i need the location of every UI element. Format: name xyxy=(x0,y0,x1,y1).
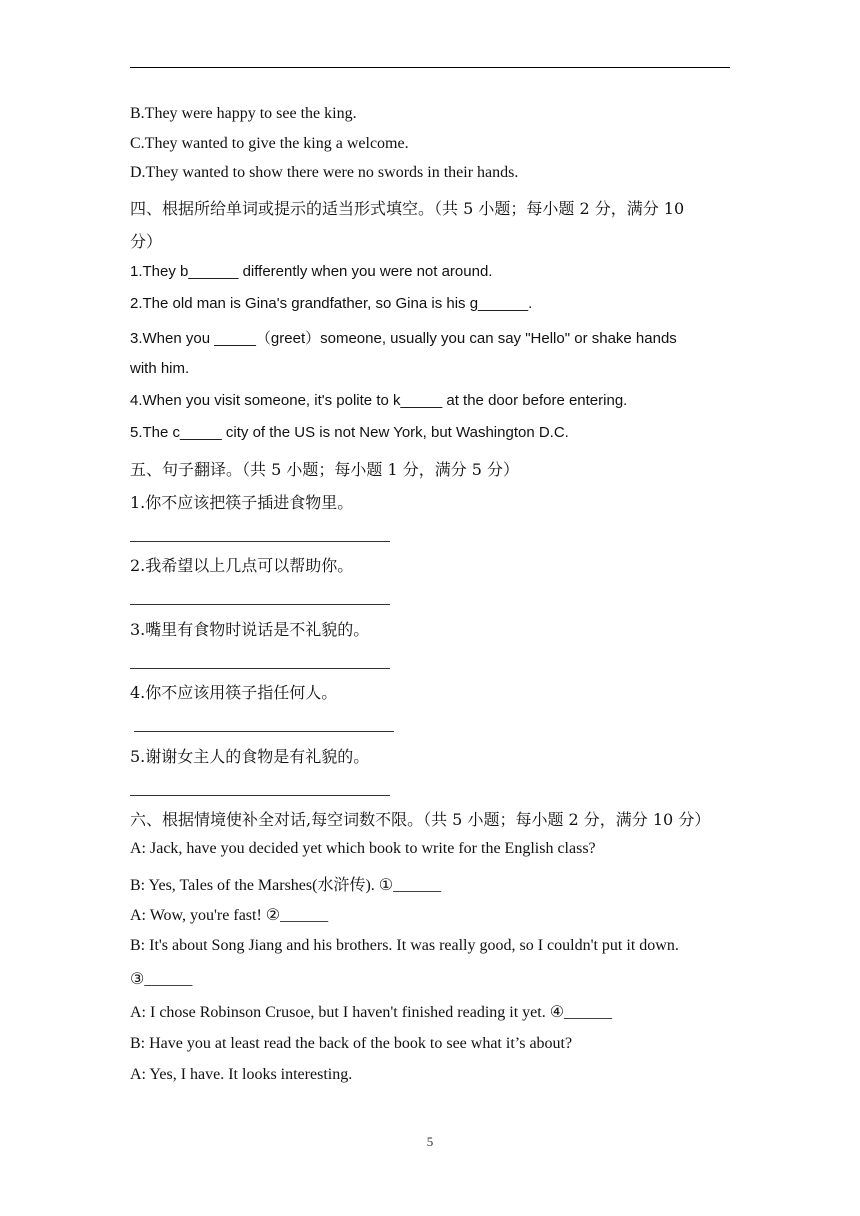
section5-question-1: 1.你不应该把筷子插进食物里。 xyxy=(130,493,354,512)
dialogue-line-8: A: Yes, I have. It looks interesting. xyxy=(130,1066,353,1083)
section6-heading: 六、根据情境使补全对话,每空词数不限。（共 5 小题；每小题 2 分，满分 10 分） xyxy=(130,810,711,829)
section5-heading: 五、句子翻译。（共 5 小题；每小题 1 分，满分 5 分） xyxy=(130,460,520,479)
dialogue-line-3: A: Wow, you're fast! ②______ xyxy=(130,907,329,924)
answer-line-4[interactable] xyxy=(134,731,394,732)
dialogue-line-2: B: Yes, Tales of the Marshes(水浒传). ①______ xyxy=(130,877,442,894)
header-rule xyxy=(130,67,730,68)
section4-question-4: 4.When you visit someone, it's polite to k_____ at the door before entering. xyxy=(130,392,628,409)
section4-question-5: 5.The c_____ city of the US is not New York, but Washington D.C. xyxy=(130,424,569,441)
dialogue-line-7: B: Have you at least read the back of the book to see what it’s about? xyxy=(130,1035,573,1052)
dialogue-line-6: A: I chose Robinson Crusoe, but I haven't finished reading it yet. ④______ xyxy=(130,1004,613,1021)
page-number: 5 xyxy=(426,1134,434,1149)
section4-question-2: 2.The old man is Gina's grandfather, so Gina is his g______. xyxy=(130,295,533,312)
answer-line-3[interactable] xyxy=(130,668,390,669)
section4-heading-cont: 分） xyxy=(130,232,163,251)
option-b: B.They were happy to see the king. xyxy=(130,105,357,122)
answer-line-2[interactable] xyxy=(130,604,390,605)
section5-question-5: 5.谢谢女主人的食物是有礼貌的。 xyxy=(130,747,370,766)
answer-line-1[interactable] xyxy=(130,541,390,542)
dialogue-line-5: ③______ xyxy=(130,971,193,988)
option-d: D.They wanted to show there were no swords in their hands. xyxy=(130,164,519,181)
section5-question-4: 4.你不应该用筷子指任何人。 xyxy=(130,683,338,702)
section4-heading: 四、根据所给单词或提示的适当形式填空。（共 5 小题；每小题 2 分，满分 10 xyxy=(130,199,685,218)
section5-question-2: 2.我希望以上几点可以帮助你。 xyxy=(130,556,354,575)
option-c: C.They wanted to give the king a welcome. xyxy=(130,135,409,152)
dialogue-line-4: B: It's about Song Jiang and his brothers. It was really good, so I couldn't put it down. xyxy=(130,937,679,954)
section4-question-3-cont: with him. xyxy=(130,360,190,377)
section4-question-1: 1.They b______ differently when you were not around. xyxy=(130,263,493,280)
section4-question-3: 3.When you _____（greet）someone, usually you can say "Hello" or shake hands xyxy=(130,330,677,347)
dialogue-line-1: A: Jack, have you decided yet which book to write for the English class? xyxy=(130,840,596,857)
answer-line-5[interactable] xyxy=(130,795,390,796)
section5-question-3: 3.嘴里有食物时说话是不礼貌的。 xyxy=(130,620,370,639)
